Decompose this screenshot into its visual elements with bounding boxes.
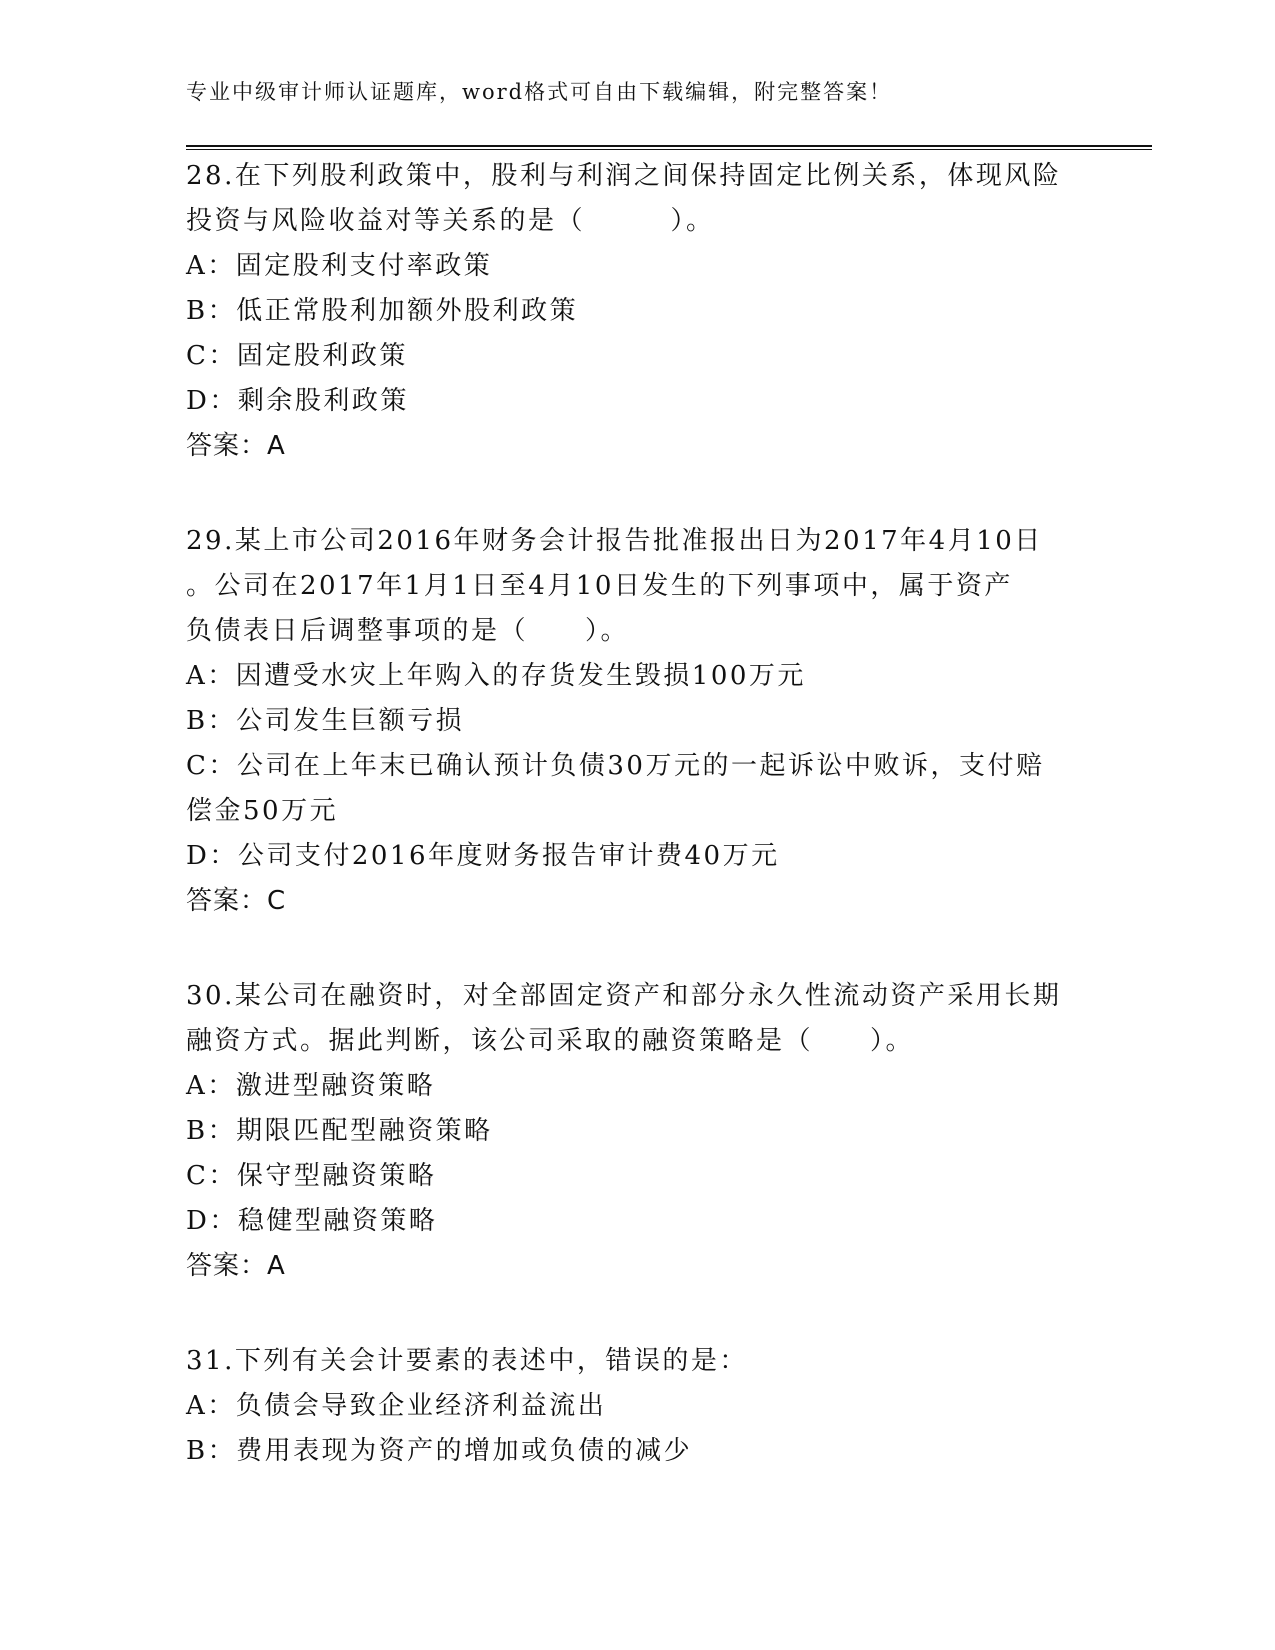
answer-key: 答案：A [186,431,286,461]
answer-option: D：公司支付2016年度财务报告审计费40万元 [186,841,780,871]
page-header: 专业中级审计师认证题库，word格式可自由下载编辑，附完整答案！ [186,80,893,104]
header-divider [186,145,1152,150]
answer-option: B：费用表现为资产的增加或负债的减少 [186,1436,693,1466]
question-block [186,519,1086,924]
answer-option: D：剩余股利政策 [186,386,409,416]
question-stem-line: 负债表日后调整事项的是（ ）。 [186,616,630,646]
answer-option: C：固定股利政策 [186,341,408,371]
question-stem-line: 投资与风险收益对等关系的是（ ）。 [186,206,715,236]
question-stem-line: 29.某上市公司2016年财务会计报告批准报出日为2017年4月10日 [186,526,1043,556]
answer-option: C：公司在上年末已确认预计负债30万元的一起诉讼中败诉，支付赔 [186,751,1045,781]
question-stem-line: 。公司在2017年1月1日至4月10日发生的下列事项中，属于资产 [186,571,1013,601]
question-block [186,1339,1086,1474]
answer-key: 答案：A [186,1251,286,1281]
question-block [186,154,1086,469]
question-block [186,974,1086,1289]
answer-option: C：保守型融资策略 [186,1161,437,1191]
answer-option: A：因遭受水灾上年购入的存货发生毁损100万元 [186,661,806,691]
question-stem-line: 31.下列有关会计要素的表述中，错误的是： [186,1346,748,1376]
answer-option: B：公司发生巨额亏损 [186,706,465,736]
answer-option: A：负债会导致企业经济利益流出 [186,1391,607,1421]
answer-option: B：低正常股利加额外股利政策 [186,296,579,326]
question-list [186,154,1086,1524]
answer-option: 偿金50万元 [186,796,339,826]
answer-option: B：期限匹配型融资策略 [186,1116,493,1146]
question-stem-line: 30.某公司在融资时，对全部固定资产和部分永久性流动资产采用长期 [186,981,1062,1011]
answer-option: A：固定股利支付率政策 [186,251,493,281]
answer-option: D：稳健型融资策略 [186,1206,438,1236]
answer-key: 答案：C [186,886,287,916]
answer-option: A：激进型融资策略 [186,1071,436,1101]
question-stem-line: 融资方式。据此判断，该公司采取的融资策略是（ ）。 [186,1026,915,1056]
question-stem-line: 28.在下列股利政策中，股利与利润之间保持固定比例关系，体现风险 [186,161,1062,191]
